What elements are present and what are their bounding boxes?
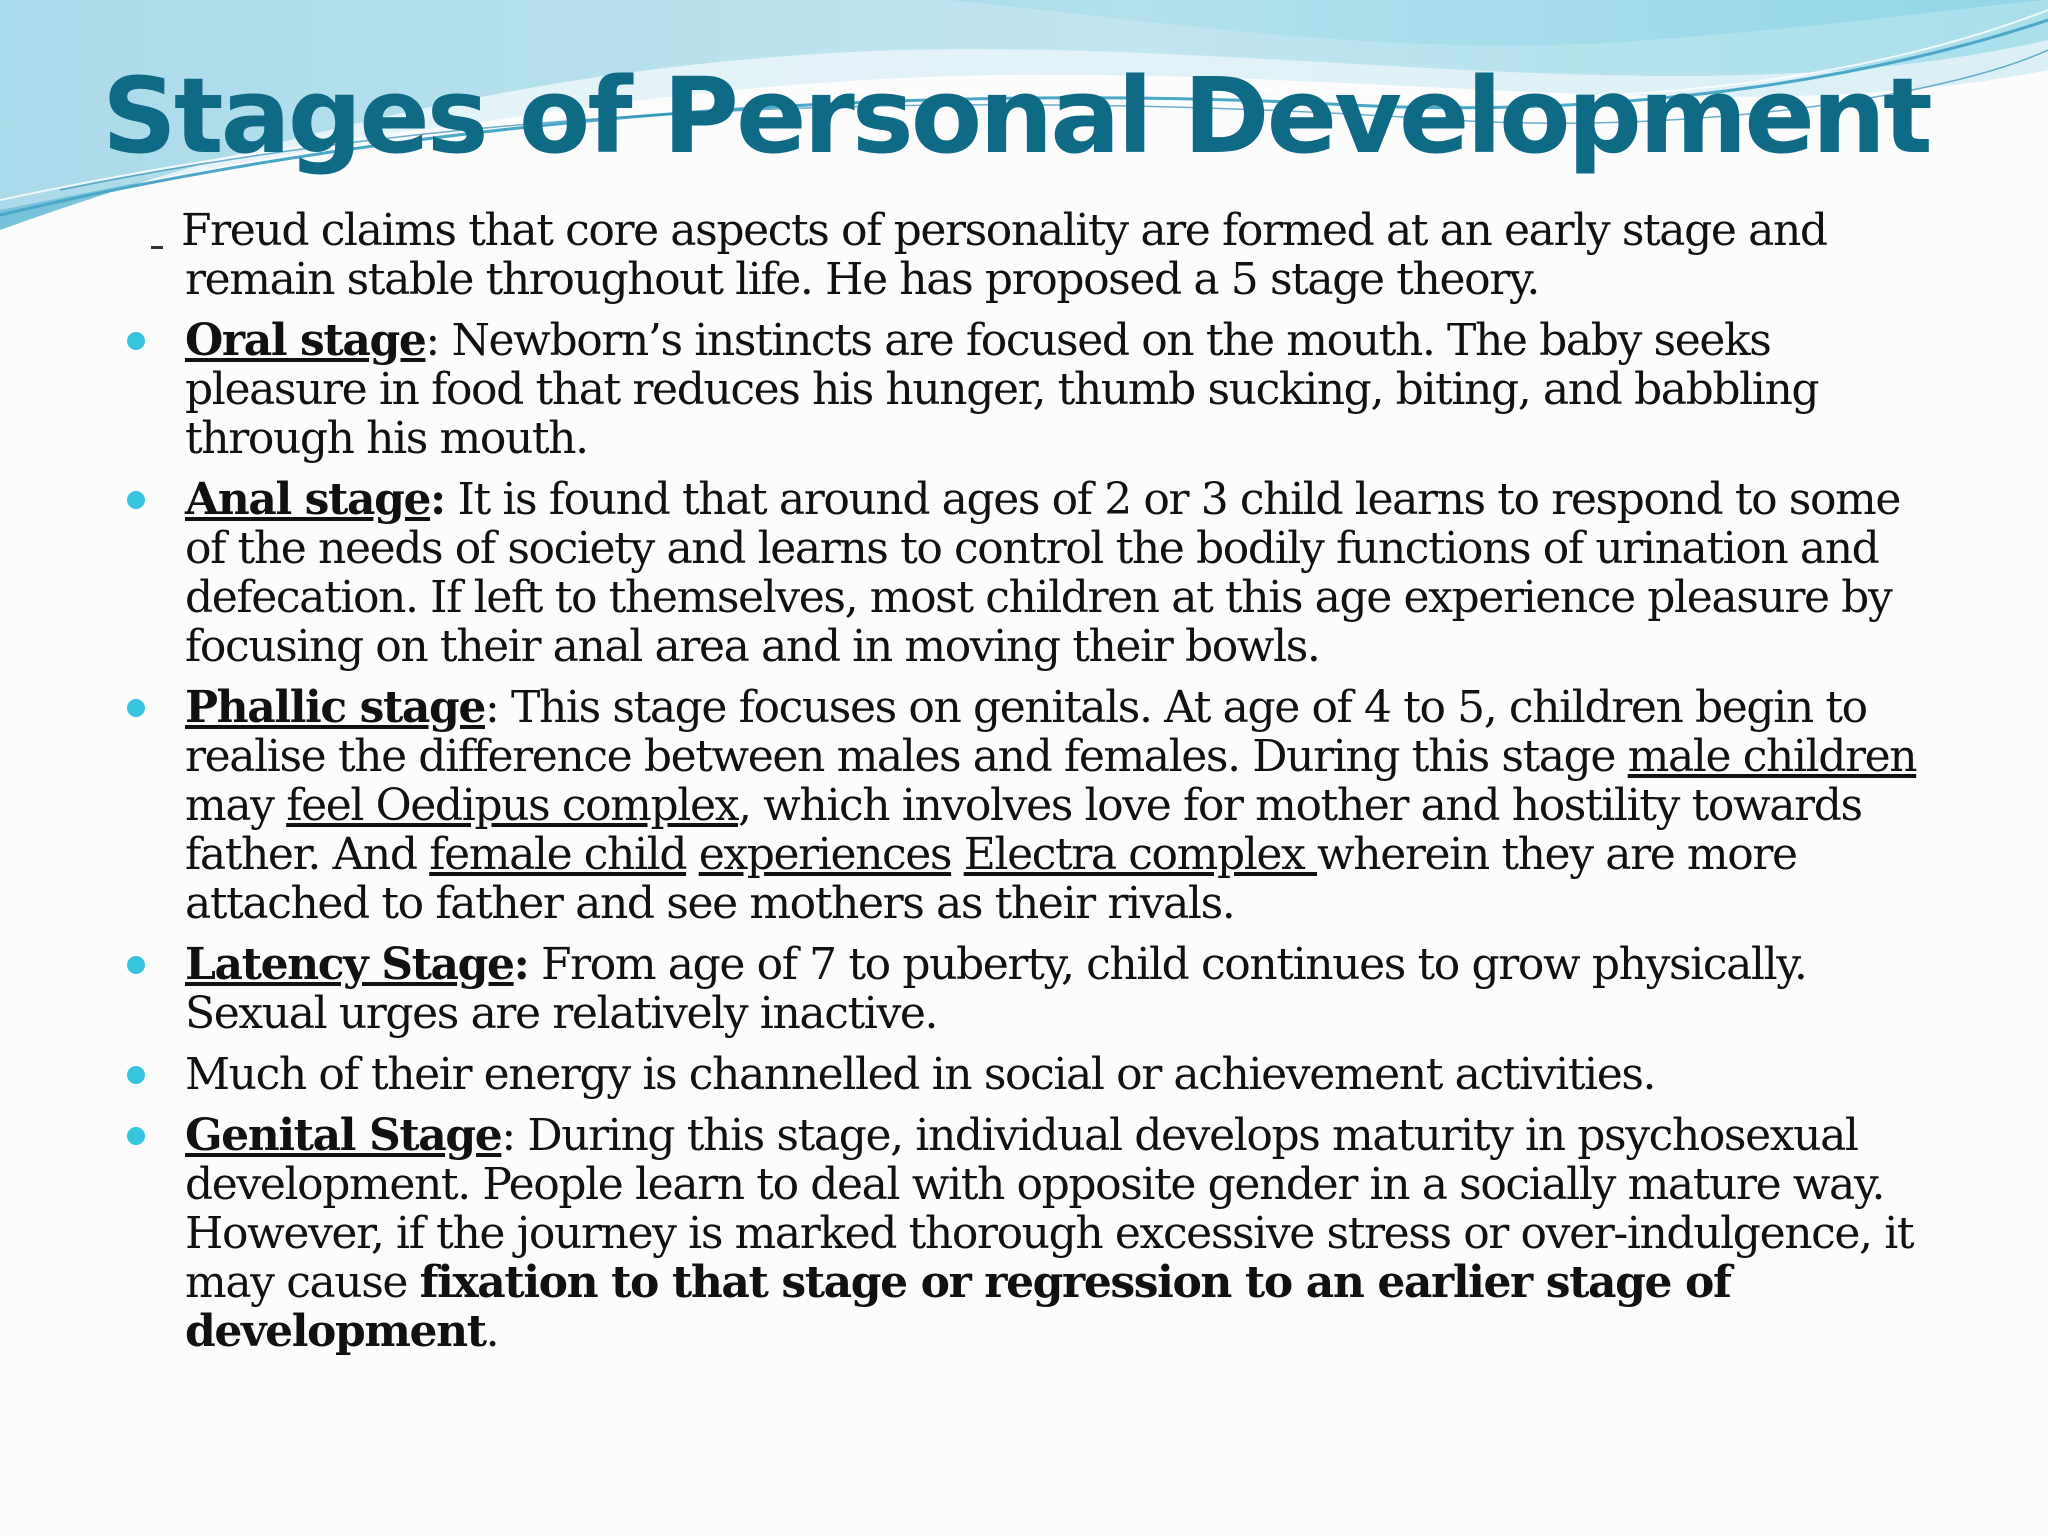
stage-description-end: . <box>485 1306 499 1357</box>
stage-description: Newborn’s instincts are focused on the mouth. The baby seeks pleasure in food that reduces his hunger, thumb sucking, biting, and babbling through his mouth. <box>185 315 1819 464</box>
intro-dash-marker <box>151 246 163 249</box>
stage-term-colon: : <box>485 682 499 733</box>
stage-term-colon: : <box>501 1110 515 1161</box>
stage-term: Anal stage <box>185 474 431 525</box>
underlined-phrase: female child <box>429 829 687 880</box>
slide-title: Stages of Personal Development <box>102 55 1930 177</box>
bullet-energy-note <box>120 1050 1950 1099</box>
stage-description-part <box>686 829 699 880</box>
intro-text: Freud claims that core aspects of personality are formed at an early stage and remain stable throughout life. He has proposed a 5 stage theory. <box>181 205 1827 305</box>
slide-body <box>120 206 1950 1368</box>
bullet-dot-icon <box>127 1066 145 1084</box>
stage-description-part: wherein they are more attached to father and see mothers as their rivals. <box>185 829 1797 929</box>
stage-term-colon: : <box>430 474 445 525</box>
stage-description: During this stage, individual develops maturity in psychosexual development. People learn to deal with opposite gender in a socially mature way. However, if the journey is marked thorough excessive stress or over-indulgence, it may cause <box>185 1110 1914 1308</box>
stage-description-part: This stage focuses on genitals. At age of 4 to 5, children begin to realise the difference between males and females. During this stage <box>185 682 1867 782</box>
bullet-dot-icon <box>127 491 145 509</box>
bullet-dot-icon <box>127 1127 145 1145</box>
underlined-phrase: male children <box>1627 731 1917 782</box>
stage-description-part: , which involves love for mother and hostility towards father. And <box>185 780 1862 880</box>
stage-term: Phallic stage <box>185 682 486 733</box>
stage-term: Genital Stage <box>185 1110 502 1161</box>
bullet-oral-stage <box>120 316 1950 463</box>
underlined-phrase: Electra complex <box>963 829 1318 880</box>
stage-description-part: may <box>185 780 287 831</box>
stage-term: Latency Stage <box>185 939 514 990</box>
underlined-phrase: experiences <box>698 829 952 880</box>
stage-term: Oral stage <box>185 315 426 366</box>
stage-term-colon: : <box>513 939 529 990</box>
underlined-phrase: feel Oedipus complex <box>286 780 738 831</box>
bullet-phallic-stage <box>120 683 1950 928</box>
bullet-dot-icon <box>127 956 145 974</box>
intro-paragraph <box>120 206 1950 304</box>
bullet-dot-icon <box>127 699 145 717</box>
bullet-dot-icon <box>127 332 145 350</box>
stage-description-part <box>951 829 964 880</box>
stage-term-colon: : <box>425 315 439 366</box>
bullet-latency-stage <box>120 940 1950 1038</box>
stage-description: From age of 7 to puberty, child continues to grow physically. Sexual urges are relatively inactive. <box>185 939 1807 1039</box>
stage-description: It is found that around ages of 2 or 3 child learns to respond to some of the needs of society and learns to control the bodily functions of urination and defecation. If left to themselves, most children at this age experience pleasure by focusing on their anal area and in moving their bowls. <box>185 474 1901 672</box>
bullet-text: Much of their energy is channelled in social or achievement activities. <box>185 1049 1656 1100</box>
bullet-genital-stage <box>120 1111 1950 1356</box>
bold-emphasis: fixation to that stage or regression to an earlier stage of development <box>185 1257 1731 1357</box>
bullet-anal-stage <box>120 475 1950 671</box>
